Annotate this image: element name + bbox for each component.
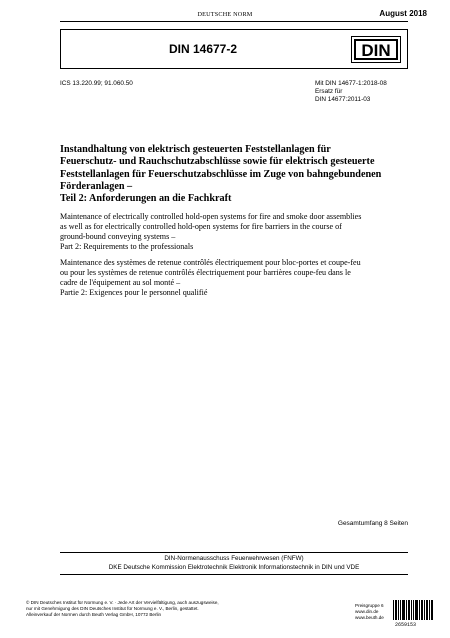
header-rule (60, 21, 408, 22)
with-standard: Mit DIN 14677-1:2018-08 (315, 80, 387, 87)
ics-codes: ICS 13.220.99; 91.060.50 (60, 80, 133, 87)
document-number: DIN 14677-2 (168, 42, 238, 56)
english-title: Maintenance of electrically controlled hold-open systems for fire and smoke door assemblies as well as for electrically controlled hold-open systems for fire barriers in the course of ground-bound conveying systems – Part 2: Requirements to the professionals (60, 212, 362, 251)
committee-fnfw: DIN-Normenausschuss Feuerwehrwesen (FNFW) (164, 555, 304, 562)
document-number-box (60, 29, 408, 69)
price-info: Preisgruppe 6 www.din.de www.beuth.de (355, 603, 384, 621)
committee-rule (60, 552, 408, 553)
copyright-notice: © DIN Deutsches Institut für Normung e. V. · Jede Art der Vervielfältigung, auch auszugsweise, nur mit Genehmigung des DIN Deutsches Institut für Normung e. V., Berlin, gestattet. Alleinverkauf der Normen durch Beuth Verlag GmbH, 10772 Berlin (26, 600, 219, 618)
document-code: 2659153 (395, 622, 417, 628)
german-title: Instandhaltung von elektrisch gesteuerten Feststellanlagen für Feuerschutz- und Rauchschutzabschlüsse sowie für elektrisch gesteuerte Feststellanlagen für Feuerschutzabschlüsse im Zuge von bahngebundenen Förderanlagen – Teil 2: Anforderungen an die Fachkraft (60, 144, 382, 205)
committee-bottom-rule (60, 574, 408, 575)
committee-dke: DKE Deutsche Kommission Elektrotechnik Elektronik Informationstechnik in DIN und VDE (108, 564, 360, 571)
publication-date: August 2018 (379, 9, 427, 18)
french-title: Maintenance des systèmes de retenue contrôlés électriquement pour bloc-portes et coupe-feu ou pour les systèmes de retenue contrôlés électriquement pour barrières coupe-feu dans le cadre de l'équipement au sol monté – Partie 2: Exigences pour le personnel qualifié (60, 258, 361, 297)
replaces-label: Ersatz für (315, 88, 343, 95)
norm-label: DEUTSCHE NORM (197, 11, 253, 18)
svg-text:DIN: DIN (361, 41, 391, 60)
total-pages: Gesamtumfang 8 Seiten (337, 520, 408, 527)
din-logo-icon (351, 36, 401, 63)
barcode-icon (393, 600, 433, 620)
replaces-standard: DIN 14677:2011-03 (315, 96, 371, 103)
